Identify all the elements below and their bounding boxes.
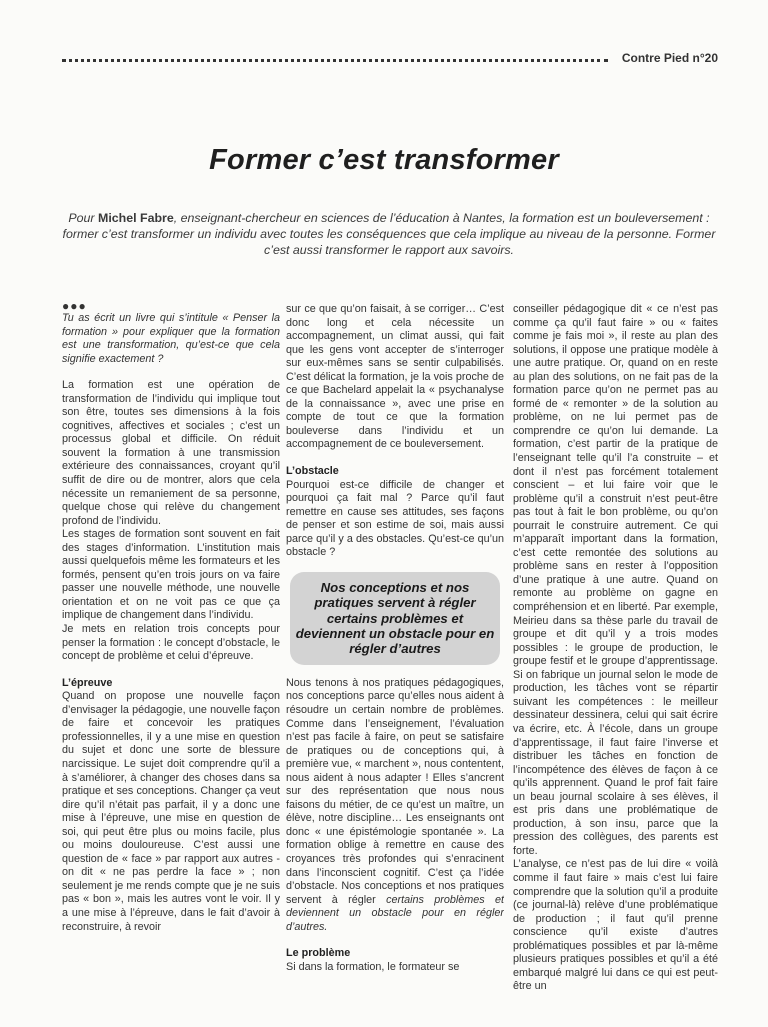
column-3 xyxy=(513,303,718,1027)
intro-prefix: Pour xyxy=(68,211,98,225)
article-intro xyxy=(62,210,716,258)
author-name: Michel Fabre xyxy=(98,211,174,225)
paragraph: La formation est une opération de transformation de l’individu qui implique tout son être, toutes ses dimensions à la fois cognitives, affectives et sociales ; c’est un processus global et difficile. On réduit souvent la formation à une transmission extérieure des connaissances, croyant qu’il suffit de dire ou de montrer, alors que cela nécessite un remaniement de sa personne, quelque chose qui relève du changement profond de l’individu. xyxy=(62,379,280,527)
publication-label: Contre Pied n°20 xyxy=(621,51,718,65)
interview-question: Tu as écrit un livre qui s’intitule « Penser la formation » pour expliquer que la formation est une transformation, qu’est-ce que cela signifie exactement ? xyxy=(62,312,280,365)
subheading-epreuve: L’épreuve xyxy=(62,676,113,689)
paragraph: sur ce que qu’on faisait, à se corriger… C’est donc long et cela nécessite un accompagnement, un climat aussi, qui fait que les gens vont accepter de s’interroger sur eux-mêmes sans se sentir culpabilisés. C’est délicat la formation, je la vois proche de ce que Bachelard appelait la « psychanalyse de la connaissance », avec une prise en compte de tout ce que la formation bouleverse dans l’individu et un accompagnement de ce bouleversement. xyxy=(286,303,504,451)
pull-quote: Nos conceptions et nos pratiques servent à régler certains problèmes et deviennent un obstacle pour en régler d’autres xyxy=(290,572,500,665)
column-2 xyxy=(286,303,504,1027)
running-header xyxy=(62,50,718,70)
dotted-rule xyxy=(62,59,608,62)
paragraph: Si dans la formation, le formateur se xyxy=(286,960,460,973)
paragraph: Je mets en relation trois concepts pour penser la formation : le concept d’obstacle, le concept de problème et celui d’épreuve. xyxy=(62,623,280,663)
section-marker: ●●● xyxy=(62,300,87,313)
paragraph: Pourquoi est-ce difficile de changer et pourquoi ça fait mal ? Parce qu’il faut remettre en cause ses attitudes, ses façons de penser et son estime de soi, mais aussi parce qu’il y a des obstacles. Qu’est-ce qu’un obstacle ? xyxy=(286,478,504,559)
column-1 xyxy=(62,300,280,1024)
subheading-obstacle: L’obstacle xyxy=(286,465,339,478)
paragraph: conseiller pédagogique dit « ce n’est pas comme ça qu’il faut faire » ou « faites comme je fais moi », il reste au plan des solutions, il oppose une pratique modèle à une autre pratique. Or, quand on en reste au plan des solutions, on ne fait pas de la formation parce qu’on ne permet pas au formé de « remonter » de la solution au problème, on ne lui permet pas de comprendre ce qu’on lui demande. La formation, c’est partir de la pratique de l’enseignant telle qu’il l’a construite – et dont il n’est pas forcément totalement conscient – et lui faire voir que le problème qu’il a construit n’est peut-être pas tout à fait le bon problème, ou qu’on pourrait le construire autrement. Ce qui m’apparaît important dans la formation, c’est cette remontée des solutions au problème sans en rester à l’opposition d’une pratique à une autre. Quand on remonte au problème on gagne en compréhension et en liberté. Par exemple, Meirieu dans sa thèse parle du travail de groupe et dit qu’il y a trois modes possibles : le groupe de production, le groupe festif et le groupe d’apprentissage. Si on fabrique un journal selon le mode de production, les tâches vont se répartir suivant les compétences : le meilleur dessinateur dessinera, celui qui sait écrire va écrire, etc. À l’école, dans un groupe d’apprentissage, il faut faire l’inverse et distribuer les tâches en fonction de l’incompétence des élèves de façon à ce qu’ils apprennent. Quand le prof fait faire un beau journal scolaire à ses élèves, il est pris dans une problématique de production, à son insu, parce que la pression des collègues, des parents est forte. xyxy=(513,303,718,857)
paragraph xyxy=(286,677,504,934)
paragraph-text: Nous tenons à nos pratiques pédagogiques, nos conceptions parce qu’elles nous aident à résoudre un certain nombre de problèmes. Comme dans l’enseignement, l’évaluation n’est pas facile à faire, on peut se satisfaire de pratiques ou de conceptions qui, à première vue, « marchent », nous contentent, nous aident à nous adapter ! Elles s’ancrent sur des représentation que nous nous faisons du métier, de ce qu’est un maître, un élève, notre discipline… Les enseignants ont donc « une épistémologie spontanée ». La formation oblige à remettre en cause des croyances très profondes qui s’enracinent dans l’inconscient cognitif. C’est ça l’idée d’obstacle. Nos conceptions et nos pratiques servent à régler xyxy=(286,676,504,906)
paragraph: L’analyse, ce n’est pas de lui dire « voilà comme il faut faire » mais c’est lui faire comprendre que la solution qu’il a produite (ce journal-là) relève d’une problématique de production ; il faut qu’il prenne conscience qu’il existe d’autres problématiques possibles et par là-même plusieurs pratiques possibles et qu’il a été embarqué malgré lui dans ce qui est peut-être un xyxy=(513,858,718,993)
article-title: Former c’est transformer xyxy=(209,144,559,176)
paragraph-italic-text: certains problèmes et deviennent un obstacle pour en régler d’autres. xyxy=(286,893,504,933)
paragraph: Quand on propose une nouvelle façon d’envisager la pédagogie, une nouvelle façon de faire et concevoir les pratiques professionnelles, il y a une mise en question du sujet et donc une sorte de blessure narcissique. Le sujet doit comprendre qu’il a à s’améliorer, à changer des choses dans sa pratique et ses conceptions. Changer ça veut dire qu’il n’était pas parfait, il y a donc une mise à l’épreuve, une mise en question de soi, qui peut être plus ou moins facile, plus ou moins douloureuse. C’est aussi une question de « face » par rapport aux autres - on dit « ne pas perdre la face » ; non seulement je me rends compte que je ne suis pas « bon », mais les autres vont le voir. Il y a une mise à l’épreuve, dans le fait d’avoir à reconstruire, à revoir xyxy=(62,690,280,933)
intro-text: , enseignant-chercheur en sciences de l’éducation à Nantes, la formation est un bouleversement : former c’est transformer un individu avec toutes les conséquences que cela implique au niveau de la personne. Former c’est aussi transformer le rapport aux savoirs. xyxy=(62,211,716,257)
subheading-probleme: Le problème xyxy=(286,947,351,960)
paragraph: Les stages de formation sont souvent en fait des stages d’information. L’institution mais aussi quelquefois même les formateurs et les formés, pensent qu’en trois jours on va faire passer une nouvelle méthode, une nouvelle orientation et on ne voit pas ce que ça implique de changement dans l’individu. xyxy=(62,528,280,622)
